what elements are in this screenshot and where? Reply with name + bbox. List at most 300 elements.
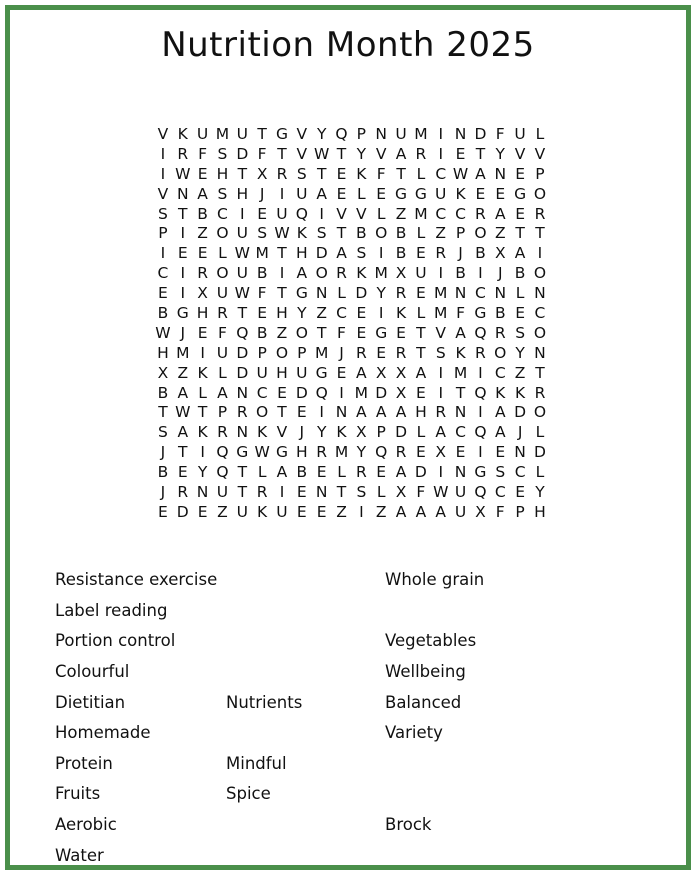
grid-letter: V bbox=[157, 124, 169, 143]
grid-letter: X bbox=[475, 502, 486, 521]
grid-letter: D bbox=[414, 463, 427, 482]
grid-letter: T bbox=[277, 284, 287, 303]
grid-letter: N bbox=[196, 482, 209, 501]
word-item: Portion control bbox=[55, 631, 176, 650]
grid-letter: G bbox=[474, 463, 487, 482]
grid-letter: C bbox=[534, 303, 546, 322]
grid-letter: Q bbox=[335, 124, 348, 143]
grid-letter: O bbox=[533, 264, 547, 283]
grid-letter: U bbox=[236, 224, 248, 243]
grid-letter: H bbox=[236, 184, 249, 203]
word-item: Wellbeing bbox=[385, 662, 466, 681]
grid-letter: T bbox=[178, 204, 188, 223]
grid-letter: J bbox=[259, 184, 265, 203]
grid-letter: I bbox=[438, 463, 444, 482]
grid-row bbox=[153, 243, 550, 263]
grid-letter: E bbox=[515, 164, 525, 183]
grid-letter: L bbox=[416, 303, 426, 322]
grid-letter: E bbox=[316, 463, 327, 482]
grid-letter: J bbox=[160, 443, 166, 462]
grid-letter: P bbox=[158, 224, 168, 243]
grid-letter: U bbox=[236, 124, 248, 143]
grid-letter: F bbox=[198, 144, 208, 163]
grid-letter: Q bbox=[216, 463, 229, 482]
grid-letter: N bbox=[534, 343, 546, 362]
grid-letter: Y bbox=[535, 482, 545, 501]
grid-letter: P bbox=[515, 502, 525, 521]
grid-letter: I bbox=[160, 244, 166, 263]
grid-letter: E bbox=[296, 502, 307, 521]
grid-letter: U bbox=[236, 264, 248, 283]
grid-letter: Q bbox=[375, 443, 388, 462]
grid-letter: M bbox=[374, 264, 388, 283]
grid-letter: C bbox=[494, 363, 506, 382]
grid-letter: T bbox=[336, 224, 347, 243]
grid-letter: B bbox=[514, 264, 526, 283]
grid-letter: Q bbox=[474, 383, 487, 402]
grid-letter: B bbox=[395, 244, 407, 263]
grid-letter: Z bbox=[494, 224, 506, 243]
grid-letter: U bbox=[236, 502, 248, 521]
grid-letter: U bbox=[296, 184, 308, 203]
grid-letter: V bbox=[534, 144, 546, 163]
grid-letter: S bbox=[316, 224, 327, 243]
grid-letter: T bbox=[237, 303, 248, 322]
grid-letter: N bbox=[335, 403, 348, 422]
grid-letter: V bbox=[336, 204, 347, 223]
grid-letter: O bbox=[533, 403, 547, 422]
grid-letter: I bbox=[438, 363, 444, 382]
letter-grid bbox=[153, 124, 550, 522]
grid-letter: A bbox=[395, 502, 407, 521]
grid-letter: Z bbox=[316, 303, 327, 322]
grid-letter: R bbox=[395, 343, 407, 362]
grid-letter: S bbox=[257, 224, 268, 243]
grid-letter: L bbox=[218, 363, 227, 382]
grid-letter: G bbox=[414, 184, 427, 203]
grid-letter: R bbox=[236, 403, 248, 422]
grid-letter: A bbox=[494, 204, 506, 223]
grid-letter: I bbox=[378, 303, 384, 322]
grid-letter: E bbox=[515, 204, 525, 223]
grid-letter: A bbox=[395, 463, 407, 482]
grid-letter: V bbox=[375, 144, 387, 163]
grid-letter: B bbox=[256, 264, 268, 283]
grid-letter: J bbox=[299, 423, 305, 442]
grid-letter: B bbox=[356, 224, 367, 243]
grid-letter: V bbox=[296, 144, 308, 163]
grid-letter: Y bbox=[376, 284, 386, 303]
grid-letter: I bbox=[160, 164, 166, 183]
grid-letter: H bbox=[157, 343, 169, 362]
grid-letter: Q bbox=[474, 423, 487, 442]
grid-letter: I bbox=[200, 443, 205, 462]
grid-letter: O bbox=[275, 343, 289, 362]
word-item: Variety bbox=[385, 723, 443, 742]
grid-letter: F bbox=[337, 323, 346, 342]
grid-letter: Y bbox=[515, 343, 525, 362]
grid-letter: U bbox=[415, 264, 427, 283]
grid-letter: I bbox=[478, 443, 483, 462]
grid-letter: P bbox=[217, 403, 228, 422]
grid-letter: Q bbox=[315, 383, 328, 402]
grid-letter: P bbox=[297, 343, 307, 362]
grid-letter: L bbox=[515, 284, 525, 303]
grid-letter: U bbox=[514, 124, 526, 143]
grid-letter: N bbox=[236, 423, 249, 442]
grid-letter: C bbox=[455, 204, 466, 223]
grid-letter: I bbox=[180, 284, 186, 303]
word-item: Resistance exercise bbox=[55, 570, 218, 589]
grid-letter: I bbox=[180, 264, 186, 283]
grid-letter: F bbox=[495, 124, 505, 143]
grid-letter: J bbox=[458, 244, 463, 263]
grid-letter: K bbox=[495, 383, 506, 402]
grid-letter: G bbox=[514, 184, 527, 203]
grid-letter: R bbox=[336, 264, 347, 283]
grid-letter: X bbox=[356, 423, 367, 442]
grid-letter: T bbox=[316, 323, 327, 342]
grid-letter: T bbox=[277, 403, 287, 422]
grid-letter: Z bbox=[217, 502, 228, 521]
grid-letter: X bbox=[395, 482, 407, 501]
grid-letter: E bbox=[257, 303, 268, 322]
grid-letter: U bbox=[296, 363, 308, 382]
grid-letter: A bbox=[177, 383, 189, 402]
grid-letter: I bbox=[319, 204, 324, 223]
grid-letter: I bbox=[339, 383, 344, 402]
grid-letter: X bbox=[435, 443, 447, 462]
grid-letter: N bbox=[534, 284, 546, 303]
grid-letter: R bbox=[395, 443, 407, 462]
grid-letter: I bbox=[438, 264, 444, 283]
grid-letter: Z bbox=[514, 363, 526, 382]
grid-letter: V bbox=[276, 423, 288, 442]
grid-letter: J bbox=[497, 264, 503, 283]
grid-letter: Q bbox=[236, 323, 249, 342]
grid-letter: R bbox=[475, 343, 486, 362]
grid-letter: A bbox=[336, 244, 347, 263]
grid-letter: C bbox=[514, 463, 526, 482]
grid-letter: K bbox=[455, 343, 466, 362]
grid-letter: D bbox=[176, 502, 189, 521]
grid-letter: A bbox=[316, 184, 327, 203]
grid-letter: V bbox=[435, 323, 447, 342]
grid-letter: T bbox=[257, 124, 267, 143]
grid-letter: S bbox=[515, 323, 526, 342]
grid-letter: B bbox=[157, 383, 169, 402]
word-item: Brock bbox=[385, 815, 432, 834]
grid-letter: Q bbox=[216, 443, 229, 462]
grid-letter: Z bbox=[336, 502, 347, 521]
grid-letter: T bbox=[277, 244, 287, 263]
word-item: Vegetables bbox=[385, 631, 477, 650]
grid-letter: C bbox=[455, 423, 466, 442]
grid-letter: A bbox=[177, 423, 189, 442]
grid-letter: E bbox=[158, 502, 168, 521]
grid-letter: I bbox=[160, 144, 166, 163]
grid-letter: C bbox=[475, 284, 486, 303]
grid-letter: K bbox=[257, 423, 268, 442]
grid-letter: R bbox=[197, 264, 208, 283]
grid-letter: H bbox=[196, 303, 209, 322]
grid-letter: E bbox=[376, 184, 387, 203]
grid-letter: K bbox=[197, 423, 208, 442]
grid-letter: K bbox=[257, 502, 268, 521]
grid-letter: O bbox=[375, 224, 388, 243]
grid-letter: H bbox=[534, 502, 546, 521]
grid-letter: I bbox=[279, 482, 285, 501]
grid-letter: L bbox=[357, 184, 366, 203]
grid-letter: R bbox=[415, 144, 427, 163]
grid-letter: N bbox=[454, 463, 467, 482]
grid-letter: E bbox=[197, 164, 208, 183]
grid-letter: P bbox=[535, 164, 545, 183]
grid-letter: U bbox=[454, 482, 467, 501]
grid-letter: A bbox=[356, 403, 367, 422]
grid-letter: H bbox=[296, 244, 308, 263]
grid-letter: C bbox=[435, 204, 447, 223]
grid-row bbox=[153, 124, 550, 144]
grid-letter: L bbox=[376, 204, 386, 223]
grid-letter: E bbox=[376, 343, 387, 362]
grid-letter: N bbox=[236, 383, 249, 402]
grid-letter: D bbox=[395, 423, 408, 442]
grid-letter: I bbox=[537, 244, 543, 263]
grid-letter: I bbox=[240, 204, 245, 223]
word-item: Mindful bbox=[226, 754, 287, 773]
grid-letter: L bbox=[535, 423, 545, 442]
grid-letter: I bbox=[378, 244, 384, 263]
grid-letter: R bbox=[177, 482, 189, 501]
grid-letter: K bbox=[177, 124, 188, 143]
grid-letter: H bbox=[415, 403, 427, 422]
grid-letter: K bbox=[356, 164, 367, 183]
grid-letter: R bbox=[316, 443, 328, 462]
grid-letter: G bbox=[474, 303, 487, 322]
grid-letter: S bbox=[296, 164, 307, 183]
grid-letter: I bbox=[438, 383, 444, 402]
grid-letter: J bbox=[160, 482, 166, 501]
grid-letter: R bbox=[276, 164, 288, 183]
grid-letter: A bbox=[217, 383, 228, 402]
word-item: Nutrients bbox=[226, 693, 303, 712]
grid-letter: H bbox=[216, 164, 229, 183]
grid-letter: N bbox=[315, 482, 328, 501]
grid-letter: O bbox=[216, 264, 229, 283]
grid-letter: B bbox=[256, 323, 268, 342]
grid-letter: Q bbox=[474, 482, 487, 501]
grid-row bbox=[153, 184, 550, 204]
grid-letter: Y bbox=[297, 303, 307, 322]
grid-row bbox=[153, 402, 550, 422]
grid-letter: F bbox=[416, 482, 426, 501]
grid-letter: W bbox=[155, 323, 171, 342]
grid-letter: I bbox=[200, 343, 205, 362]
grid-letter: Q bbox=[474, 323, 487, 342]
grid-row bbox=[153, 144, 550, 164]
grid-row bbox=[153, 164, 550, 184]
grid-letter: M bbox=[453, 363, 468, 382]
grid-letter: K bbox=[336, 423, 347, 442]
grid-letter: E bbox=[277, 383, 287, 402]
grid-letter: T bbox=[396, 164, 406, 183]
grid-letter: R bbox=[217, 303, 228, 322]
grid-letter: L bbox=[416, 164, 426, 183]
grid-letter: Z bbox=[197, 224, 208, 243]
grid-letter: M bbox=[414, 124, 428, 143]
grid-letter: C bbox=[435, 164, 447, 183]
grid-letter: U bbox=[454, 502, 467, 521]
grid-letter: K bbox=[197, 363, 208, 382]
grid-letter: G bbox=[395, 184, 408, 203]
grid-letter: E bbox=[415, 383, 426, 402]
grid-letter: K bbox=[515, 383, 526, 402]
grid-letter: R bbox=[435, 244, 447, 263]
grid-letter: U bbox=[216, 482, 229, 501]
grid-row bbox=[153, 223, 550, 243]
grid-letter: J bbox=[180, 323, 186, 342]
grid-row bbox=[153, 442, 550, 462]
word-item: Homemade bbox=[55, 723, 151, 742]
grid-letter: L bbox=[337, 463, 346, 482]
grid-row bbox=[153, 263, 550, 283]
grid-letter: Z bbox=[177, 363, 189, 382]
grid-letter: R bbox=[475, 204, 486, 223]
word-item: Protein bbox=[55, 754, 113, 773]
grid-letter: N bbox=[514, 443, 526, 462]
grid-letter: S bbox=[217, 184, 228, 203]
word-item: Balanced bbox=[385, 693, 462, 712]
grid-letter: A bbox=[197, 184, 208, 203]
grid-row bbox=[153, 283, 550, 303]
grid-letter: E bbox=[257, 204, 268, 223]
grid-letter: O bbox=[474, 224, 487, 243]
grid-letter: A bbox=[435, 502, 447, 521]
grid-letter: G bbox=[275, 124, 288, 143]
grid-row bbox=[153, 422, 550, 442]
grid-letter: J bbox=[339, 343, 344, 362]
grid-letter: K bbox=[455, 184, 466, 203]
grid-letter: X bbox=[197, 284, 208, 303]
grid-letter: H bbox=[296, 443, 308, 462]
grid-letter: Y bbox=[495, 144, 505, 163]
grid-letter: W bbox=[175, 403, 191, 422]
grid-row bbox=[153, 204, 550, 224]
grid-letter: N bbox=[315, 284, 328, 303]
grid-letter: R bbox=[256, 482, 268, 501]
grid-letter: X bbox=[395, 264, 407, 283]
grid-letter: N bbox=[454, 124, 467, 143]
grid-letter: Y bbox=[316, 124, 327, 143]
grid-letter: I bbox=[438, 124, 444, 143]
grid-letter: C bbox=[336, 303, 347, 322]
grid-letter: E bbox=[316, 502, 327, 521]
grid-letter: D bbox=[236, 343, 249, 362]
grid-letter: A bbox=[435, 423, 447, 442]
grid-letter: H bbox=[276, 303, 288, 322]
grid-letter: E bbox=[336, 184, 347, 203]
grid-letter: O bbox=[533, 184, 547, 203]
grid-letter: A bbox=[356, 363, 367, 382]
grid-letter: I bbox=[279, 184, 285, 203]
grid-letter: F bbox=[495, 502, 505, 521]
grid-letter: W bbox=[234, 244, 250, 263]
grid-letter: A bbox=[415, 363, 427, 382]
grid-letter: T bbox=[336, 144, 347, 163]
grid-letter: U bbox=[276, 204, 288, 223]
grid-letter: X bbox=[494, 244, 506, 263]
grid-letter: D bbox=[295, 383, 308, 402]
grid-letter: M bbox=[334, 443, 349, 462]
grid-letter: G bbox=[275, 443, 288, 462]
grid-letter: J bbox=[517, 423, 523, 442]
grid-letter: S bbox=[217, 144, 228, 163]
grid-letter: G bbox=[176, 303, 189, 322]
grid-letter: E bbox=[515, 482, 525, 501]
grid-letter: S bbox=[495, 463, 506, 482]
grid-letter: E bbox=[177, 244, 188, 263]
grid-letter: E bbox=[495, 184, 506, 203]
grid-letter: D bbox=[533, 443, 546, 462]
grid-letter: R bbox=[395, 284, 407, 303]
grid-letter: S bbox=[158, 204, 168, 223]
grid-letter: B bbox=[296, 463, 308, 482]
word-item: Whole grain bbox=[385, 570, 485, 589]
grid-letter: E bbox=[158, 284, 168, 303]
grid-row bbox=[153, 303, 550, 323]
grid-letter: X bbox=[157, 363, 169, 382]
grid-letter: E bbox=[415, 244, 426, 263]
grid-letter: T bbox=[178, 443, 188, 462]
grid-letter: A bbox=[296, 264, 308, 283]
grid-letter: G bbox=[236, 443, 249, 462]
grid-letter: B bbox=[197, 204, 208, 223]
grid-letter: A bbox=[395, 144, 407, 163]
grid-letter: U bbox=[216, 284, 229, 303]
grid-letter: E bbox=[197, 502, 208, 521]
grid-letter: Y bbox=[356, 144, 367, 163]
grid-letter: E bbox=[455, 443, 466, 462]
grid-letter: W bbox=[175, 164, 191, 183]
grid-letter: Z bbox=[395, 204, 407, 223]
grid-letter: E bbox=[197, 244, 208, 263]
grid-letter: O bbox=[494, 343, 507, 362]
grid-letter: M bbox=[414, 204, 428, 223]
grid-letter: B bbox=[157, 463, 169, 482]
grid-letter: M bbox=[434, 303, 448, 322]
grid-letter: W bbox=[433, 482, 449, 501]
grid-letter: D bbox=[514, 403, 527, 422]
grid-letter: T bbox=[237, 482, 248, 501]
grid-letter: G bbox=[295, 284, 308, 303]
grid-letter: B bbox=[475, 244, 486, 263]
grid-letter: W bbox=[314, 144, 330, 163]
grid-letter: M bbox=[314, 343, 329, 362]
grid-letter: T bbox=[316, 164, 327, 183]
grid-letter: E bbox=[415, 284, 426, 303]
word-item: Water bbox=[55, 846, 104, 865]
grid-letter: R bbox=[534, 204, 546, 223]
grid-letter: X bbox=[395, 363, 407, 382]
grid-letter: T bbox=[455, 383, 466, 402]
grid-letter: P bbox=[257, 343, 267, 362]
grid-letter: B bbox=[395, 224, 407, 243]
grid-letter: A bbox=[494, 403, 506, 422]
grid-letter: A bbox=[415, 502, 427, 521]
grid-letter: D bbox=[236, 363, 249, 382]
grid-letter: T bbox=[515, 224, 525, 243]
